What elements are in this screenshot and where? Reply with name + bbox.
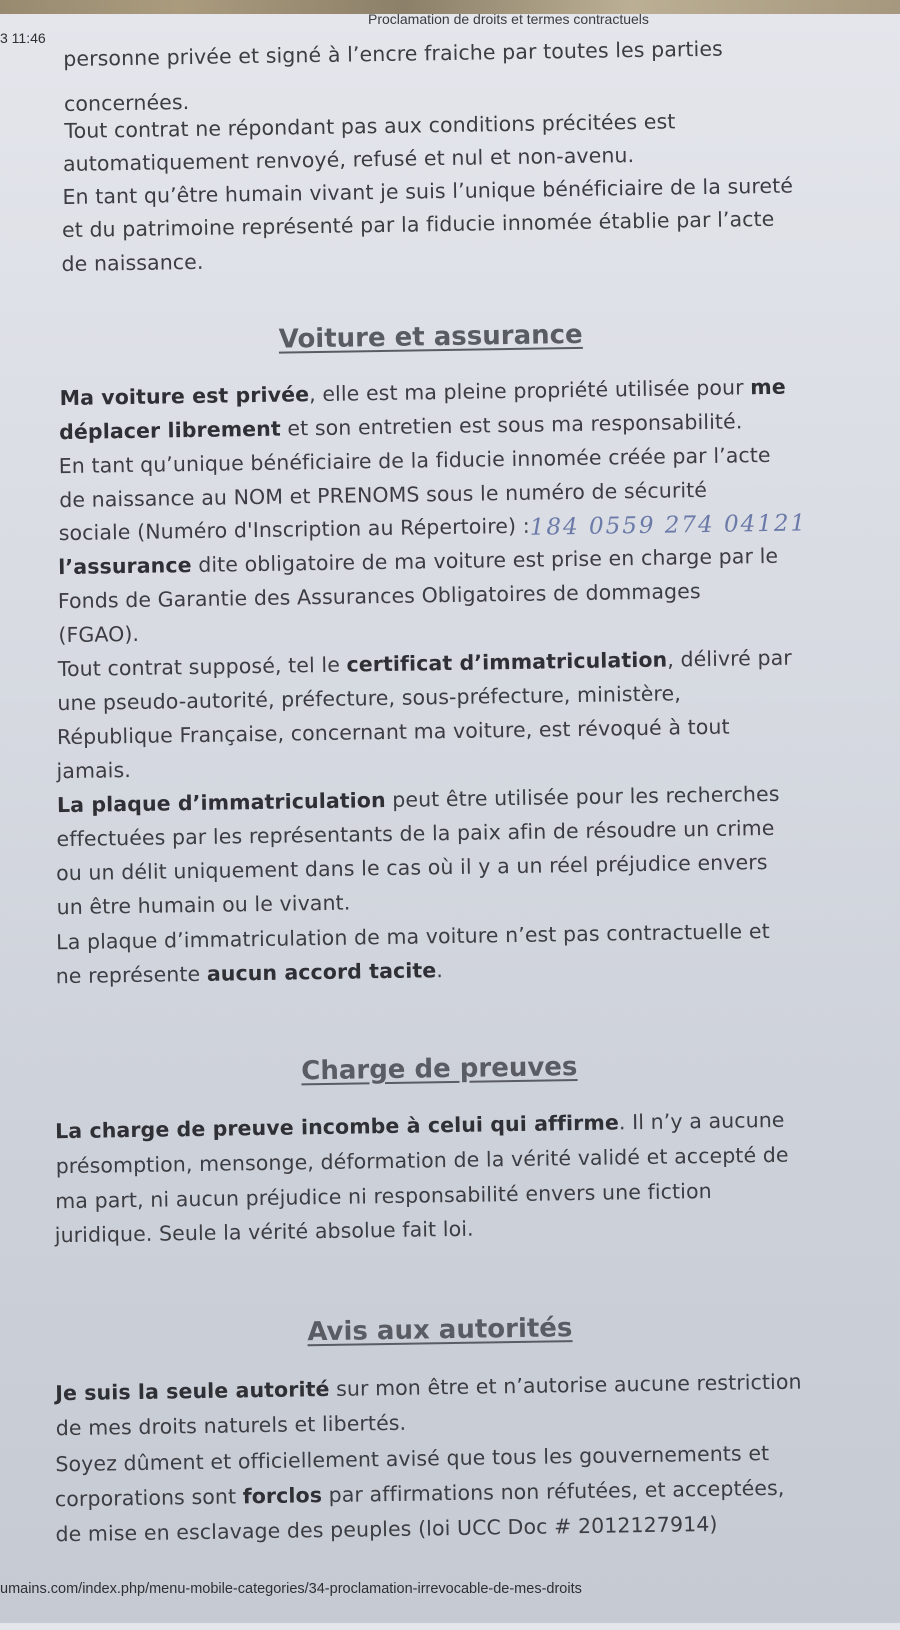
intro-line: et du patrimoine représenté par la fiducie innomée établie par l’acte bbox=[61, 206, 775, 243]
section-heading-autorites: Avis aux autorités bbox=[307, 1313, 573, 1348]
voiture-line: La plaque d’immatriculation de ma voiture n’est pas contractuelle et bbox=[55, 918, 770, 955]
print-header-title: Proclamation de droits et termes contractuels bbox=[368, 11, 649, 27]
handwritten-ssn-number: 184 0559 274 04121 bbox=[529, 510, 808, 541]
bold-text: Ma voiture est privée bbox=[59, 382, 310, 411]
voiture-line: La plaque d’immatriculation peut être utilisée pour les recherches bbox=[56, 781, 780, 818]
voiture-line: Ma voiture est privée, elle est ma pleine propriété utilisée pour me bbox=[59, 374, 786, 411]
voiture-line: de naissance au NOM et PRENOMS sous le numéro de sécurité bbox=[59, 477, 708, 513]
preuves-line: présomption, mensonge, déformation de la vérité validé et accepté de bbox=[55, 1142, 789, 1179]
bold-text: forclos bbox=[242, 1483, 323, 1509]
bold-text: me bbox=[750, 374, 786, 400]
voiture-line: En tant qu’unique bénéficiaire de la fiducie innomée créée par l’acte bbox=[58, 442, 771, 479]
intro-line: automatiquement renvoyé, refusé et nul et non-avenu. bbox=[62, 143, 635, 176]
intro-line: concernées. bbox=[63, 90, 190, 116]
voiture-line: République Française, concernant ma voiture, est révoqué à tout bbox=[56, 714, 730, 750]
bold-text: aucun accord tacite bbox=[206, 958, 437, 986]
preuves-line: juridique. Seule la vérité absolue fait loi. bbox=[54, 1216, 474, 1248]
print-footer-url: umains.com/index.php/menu-mobile-categories/34-proclamation-irrevocable-de-mes-droits bbox=[0, 1581, 582, 1597]
bold-text: l’assurance bbox=[58, 553, 192, 580]
intro-line: En tant qu’être humain vivant je suis l’unique bénéficiaire de la sureté bbox=[62, 173, 794, 210]
voiture-line: une pseudo-autorité, préfecture, sous-préfecture, ministère, bbox=[57, 681, 682, 716]
autorites-line: de mise en esclavage des peuples (loi UCC Doc # 2012127914) bbox=[55, 1511, 718, 1547]
bold-text: certificat d’immatriculation bbox=[346, 647, 668, 677]
preuves-line: ma part, ni aucun préjudice ni responsabilité envers une fiction bbox=[55, 1178, 712, 1214]
voiture-line: déplacer librement et son entretien est sous ma responsabilité. bbox=[58, 409, 743, 445]
bold-text: La plaque d’immatriculation bbox=[56, 788, 386, 818]
voiture-line: (FGAO). bbox=[58, 621, 140, 648]
autorites-line: Je suis la seule autorité sur mon être et n’autorise aucune restriction bbox=[55, 1369, 802, 1406]
preuves-line: La charge de preuve incombe à celui qui affirme. Il n’y a aucune bbox=[54, 1107, 785, 1144]
autorites-line: Soyez dûment et officiellement avisé que tous les gouvernements et bbox=[55, 1441, 770, 1477]
section-heading-voiture: Voiture et assurance bbox=[278, 319, 583, 355]
bold-text: Je suis la seule autorité bbox=[55, 1376, 330, 1406]
section-heading-preuves: Charge de preuves bbox=[301, 1052, 578, 1087]
voiture-line: ou un délit uniquement dans le cas où il y a un réel préjudice envers bbox=[55, 850, 768, 886]
intro-line: de naissance. bbox=[61, 249, 204, 277]
voiture-line: jamais. bbox=[56, 758, 132, 784]
intro-line: Tout contrat ne répondant pas aux conditions précitées est bbox=[64, 109, 676, 143]
voiture-line: l’assurance dite obligatoire de ma voiture est prise en charge par le bbox=[58, 543, 779, 580]
voiture-line: Fonds de Garantie des Assurances Obligatoires de dommages bbox=[57, 579, 701, 614]
voiture-line: ne représente aucun accord tacite. bbox=[55, 958, 444, 989]
autorites-line: corporations sont forclos par affirmations non réfutées, et acceptées, bbox=[54, 1475, 785, 1512]
print-timestamp: 3 11:46 bbox=[0, 30, 46, 46]
intro-line: personne privée et signé à l’encre fraiche par toutes les parties bbox=[63, 36, 724, 71]
autorites-line: de mes droits naturels et libertés. bbox=[55, 1410, 407, 1441]
bold-text: La charge de preuve incombe à celui qui affirme bbox=[54, 1110, 620, 1144]
voiture-line: sociale (Numéro d'Inscription au Répertoire) :184 0559 274 04121 bbox=[58, 510, 808, 546]
voiture-line: effectuées par les représentants de la paix afin de résoudre un crime bbox=[56, 815, 775, 852]
voiture-line: Tout contrat supposé, tel le certificat d’immatriculation, délivré par bbox=[57, 645, 793, 682]
voiture-line: un être humain ou le vivant. bbox=[56, 890, 351, 920]
bold-text: déplacer librement bbox=[58, 416, 281, 445]
